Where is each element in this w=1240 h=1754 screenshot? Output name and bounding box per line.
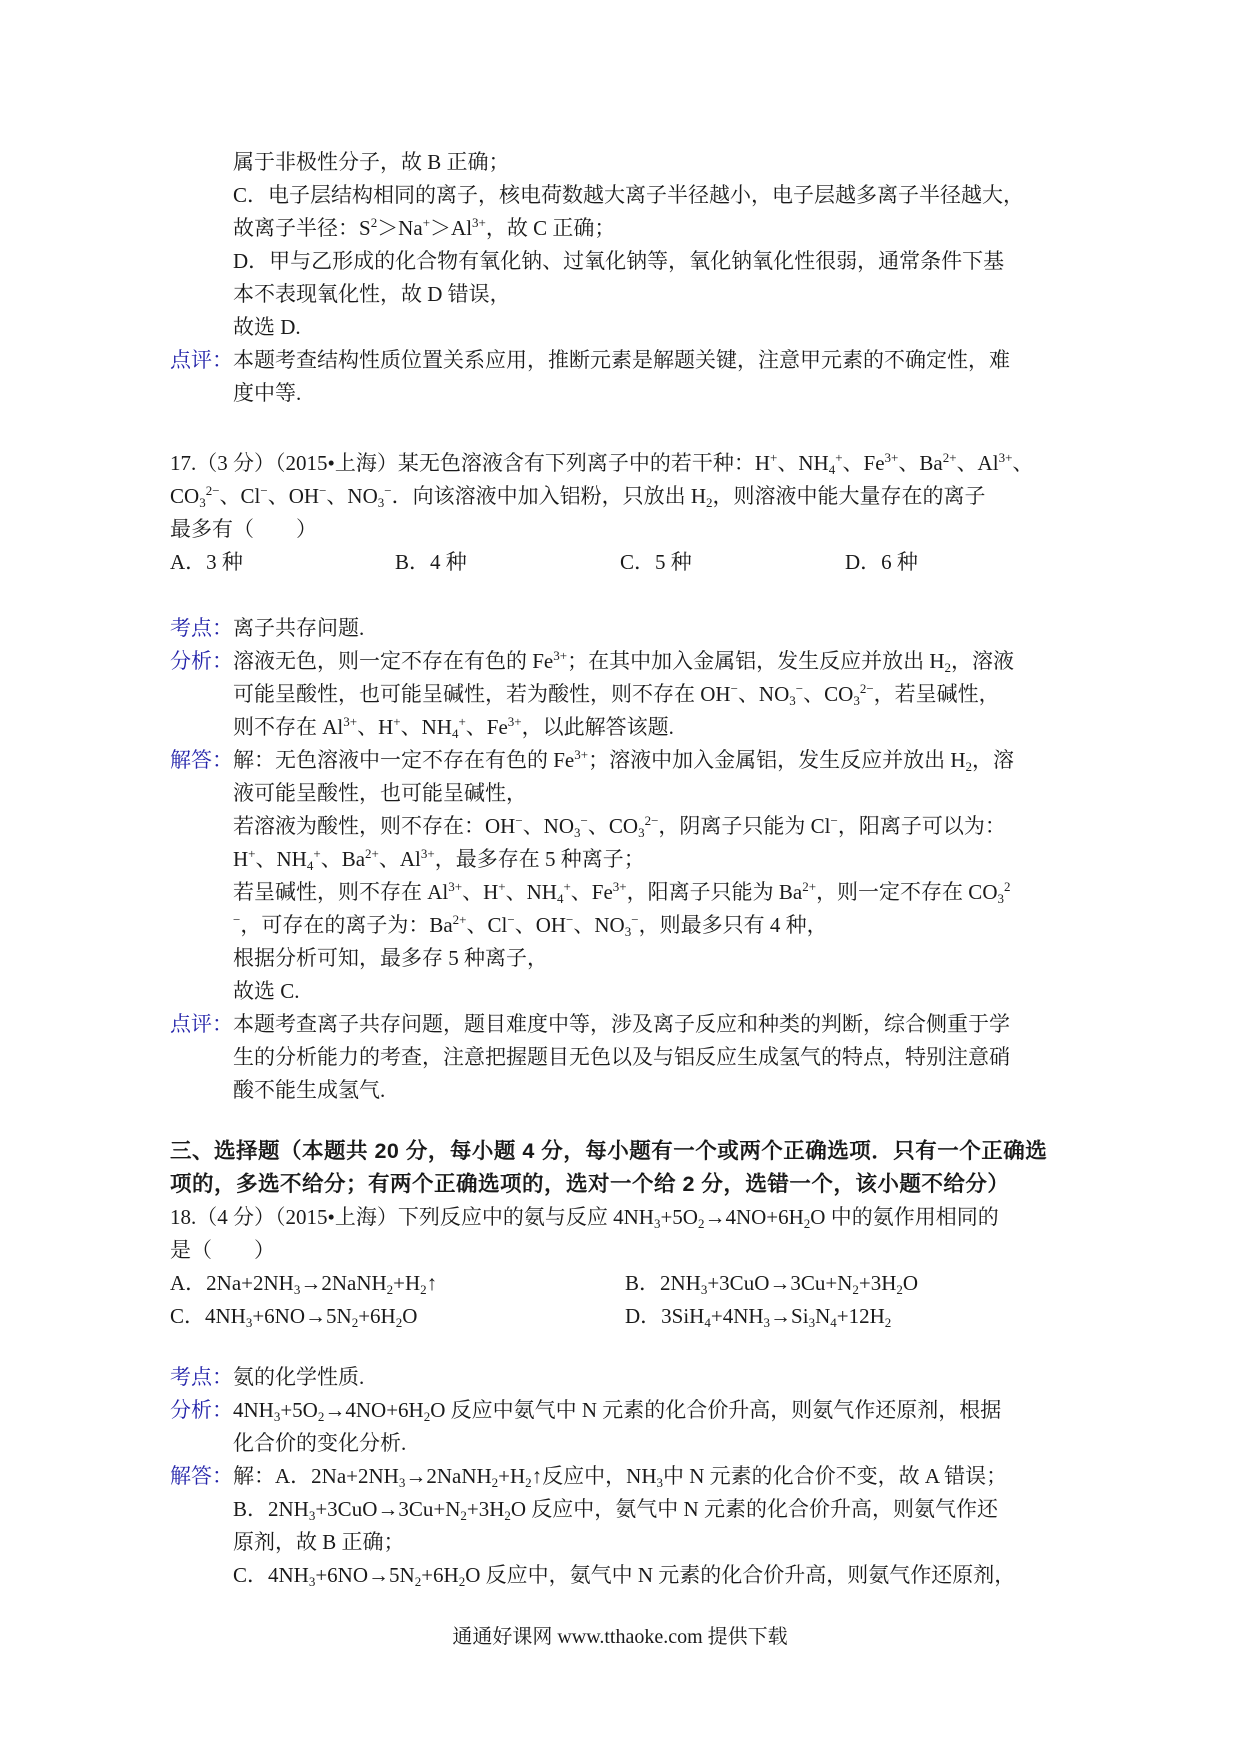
line-text: 根据分析可知，最多存 5 种离子， <box>233 946 548 970</box>
document-body <box>170 146 1080 1592</box>
line-text: 则不存在 $Al^{3+}$、H+、$NH_4^+$、$Fe^{3+}$，以此解答该题. <box>233 714 674 741</box>
line-text: $CO_3^{2-}$、Cl−、OH−、$NO_3^-$．向该溶液中加入铝粉，只放出 $H_2$，则溶液中能大量存在的离子 <box>170 483 986 510</box>
line-text: 化合价的变化分析. <box>233 1431 407 1455</box>
text-line <box>170 447 1080 480</box>
option-item: D．$3SiH_4+4NH_3\to Si_3N_4+12H_2$ <box>625 1304 892 1330</box>
line-text: 解：无色溶液中一定不存在有色的 $Fe^{3+}$；溶液中加入金属铝，发生反应并放出 $H_2$，溶 <box>233 747 1015 774</box>
line-text: B．$2NH_3+3CuO\to 3Cu+N_2+3H_2O$ 反应中，氨气中 N 元素的化合价升高，则氨气作还 <box>233 1497 998 1523</box>
text-line <box>170 1074 1080 1107</box>
text-line <box>170 146 1080 179</box>
line-text: 最多有（ ） <box>170 517 317 541</box>
line-text: 度中等. <box>233 381 302 405</box>
line-text: 酸不能生成氢气. <box>233 1078 386 1102</box>
line-text: 本题考查结构性质位置关系应用，推断元素是解题关键，注意甲元素的不确定性，难 <box>233 348 1010 372</box>
text-line <box>170 1201 1080 1234</box>
line-text: 本题考查离子共存问题，题目难度中等，涉及离子反应和种类的判断，综合侧重于学 <box>233 1012 1010 1036</box>
text-line <box>170 942 1080 975</box>
line-text: 项的，多选不给分；有两个正确选项的，选对一个给 2 分，选错一个，该小题不给分） <box>170 1172 1010 1196</box>
labeled-line <box>170 645 1080 678</box>
section-label: 分析： <box>170 649 233 673</box>
section-label: 分析： <box>170 1398 233 1422</box>
labeled-line <box>170 1361 1080 1394</box>
text-line <box>170 711 1080 744</box>
section-label: 考点： <box>170 616 233 640</box>
section-label: 解答： <box>170 1464 233 1488</box>
line-text: 可能呈酸性，也可能呈碱性，若为酸性，则不存在 OH−、$NO_3^-$、$CO_3^{2-}$，若呈碱性， <box>233 681 1000 708</box>
text-line <box>170 513 1080 546</box>
text-line <box>170 1168 1080 1201</box>
text-line <box>170 179 1080 212</box>
text-line <box>170 909 1080 942</box>
text-line <box>170 278 1080 311</box>
line-text: 解：A．$2Na+2NH_3\to 2NaNH_2+H_2↑$反应中，$NH_3$中 N 元素的化合价不变，故 A 错误； <box>233 1464 1008 1490</box>
line-text: 若呈碱性，则不存在 $Al^{3+}$、H+、$NH_4^+$、$Fe^{3+}$，阳离子只能为 $Ba^{2+}$，则一定不存在 $CO_3^2$ <box>233 879 1011 906</box>
section-label: 点评： <box>170 1012 233 1036</box>
line-text: 氨的化学性质. <box>233 1365 365 1389</box>
text-line <box>170 377 1080 410</box>
line-text: 生的分析能力的考查，注意把握题目无色以及与铝反应生成氢气的特点，特别注意硝 <box>233 1045 1010 1069</box>
line-text: 离子共存问题. <box>233 616 365 640</box>
section-label: 解答： <box>170 748 233 772</box>
text-line <box>170 1559 1080 1592</box>
section-label: 点评： <box>170 348 233 372</box>
options-row <box>170 546 1080 579</box>
line-text: C．$4NH_3+6NO\to 5N_2+6H_2O$ 反应中，氨气中 N 元素的化合价升高，则氨气作还原剂， <box>233 1563 1016 1589</box>
option-item: B．$2NH_3+3CuO\to 3Cu+N_2+3H_2O$ <box>625 1271 919 1297</box>
labeled-line <box>170 612 1080 645</box>
page-footer: 通通好课网 www.tthaoke.com 提供下载 <box>452 1626 788 1648</box>
line-text: 本不表现氧化性，故 D 错误， <box>233 282 511 306</box>
line-text: H+、$NH_4^+$、$Ba^{2+}$、$Al^{3+}$，最多存在 5 种离子； <box>233 846 645 873</box>
text-line <box>170 245 1080 278</box>
line-text: 三、选择题（本题共 20 分，每小题 4 分，每小题有一个或两个正确选项．只有一个正确选 <box>170 1139 1048 1163</box>
line-text: −，可存在的离子为：$Ba^{2+}$、Cl−、OH−、$NO_3^-$，则最多只有 4 种， <box>233 912 828 939</box>
labeled-line <box>170 344 1080 377</box>
section-label: 考点： <box>170 1365 233 1389</box>
option-item: C．$4NH_3+6NO\to 5N_2+6H_2O$ <box>170 1304 418 1330</box>
text-line <box>170 876 1080 909</box>
text-line <box>170 1234 1080 1267</box>
labeled-line <box>170 1008 1080 1041</box>
line-text: 故选 C. <box>233 979 300 1003</box>
line-text: 溶液无色，则一定不存在有色的 $Fe^{3+}$；在其中加入金属铝，发生反应并放出 $H_2$，溶液 <box>233 648 1015 675</box>
text-line <box>170 810 1080 843</box>
line-text: 18.（4 分）（2015•上海）下列反应中的氨与反应 $4NH_3+5O_2\to 4NO+6H_2O$ 中的氨作用相同的 <box>170 1205 999 1231</box>
line-text: 原剂，故 B 正确； <box>233 1530 405 1554</box>
text-line <box>170 1427 1080 1460</box>
line-text: D．甲与乙形成的化合物有氧化钠、过氧化钠等，氧化钠氧化性很弱，通常条件下基 <box>233 249 1005 273</box>
text-line <box>170 480 1080 513</box>
text-line <box>170 212 1080 245</box>
text-line <box>170 777 1080 810</box>
line-text: 故离子半径：$S^2>Na^+>Al^{3+}$，故 C 正确； <box>233 215 616 240</box>
text-line <box>170 1526 1080 1559</box>
option-item: A．$2Na+2NH_3\to 2NaNH_2+H_2↑$ <box>170 1271 438 1297</box>
line-text: 故选 D. <box>233 315 301 339</box>
line-text: $4NH_3+5O_2\to 4NO+6H_2O$ 反应中氨气中 N 元素的化合价升高，则氨气作还原剂，根据 <box>233 1398 1002 1424</box>
text-line <box>170 311 1080 344</box>
line-text: 是（ ） <box>170 1238 275 1262</box>
line-text: 液可能呈酸性，也可能呈碱性， <box>233 781 527 805</box>
labeled-line <box>170 744 1080 777</box>
text-line <box>170 1135 1080 1168</box>
labeled-line <box>170 1394 1080 1427</box>
option-item: D．6 种 <box>845 550 918 574</box>
text-line <box>170 975 1080 1008</box>
text-line <box>170 678 1080 711</box>
options-row <box>170 1300 1080 1333</box>
line-text: 属于非极性分子，故 B 正确； <box>233 150 510 174</box>
text-line <box>170 1493 1080 1526</box>
option-item: C．5 种 <box>620 550 692 574</box>
line-text: C．电子层结构相同的离子，核电荷数越大离子半径越小，电子层越多离子半径越大， <box>233 183 1025 207</box>
text-line <box>170 843 1080 876</box>
option-item: A．3 种 <box>170 550 243 574</box>
labeled-line <box>170 1460 1080 1493</box>
line-text: 17.（3 分）（2015•上海）某无色溶液含有下列离子中的若干种：H+、$NH_4^+$、$Fe^{3+}$、$Ba^{2+}$、$Al^{3+}$、 <box>170 450 1034 477</box>
line-text: 若溶液为酸性，则不存在：OH−、$NO_3^-$、$CO_3^{2-}$，阴离子只能为 Cl−，阳离子可以为： <box>233 813 1006 840</box>
text-line <box>170 1041 1080 1074</box>
options-row <box>170 1267 1080 1300</box>
option-item: B．4 种 <box>395 550 467 574</box>
